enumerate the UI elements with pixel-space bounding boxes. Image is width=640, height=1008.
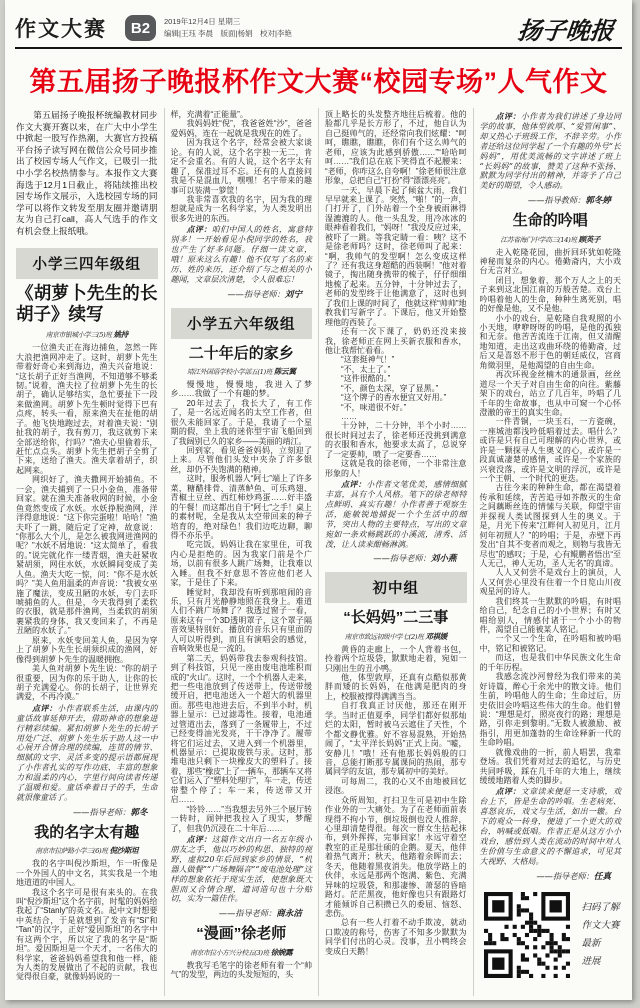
- instructor-name: 郭冬: [130, 807, 148, 818]
- article-paragraph: 因为我这个名字，经常会被大家谈论。有的人说，这个名字独一无二，肯定不会重名。有的人说，这个名字太有趣了，保准过耳不忘。还有的人直接问我是不是混血儿，嘿嘿！名字带来的趣事可以装满一箩筐！: [170, 138, 312, 195]
- article-paragraph: 我感念流沙河曾经为我们带来的美好诗篇，醉心于余光中的散文诗。他们生前，吟唱他人的生命；生命过后，历史依旧会吟唱这些伟大的生命。他们曾说：“理想是灯，照亮夜行的路；理想是路，引你走到黎明。”无数人被激励、被指引，用更加蓬勃的生命诠释新一代的生命吟唱。: [479, 672, 621, 748]
- byline-author: 徐婉露: [270, 947, 293, 957]
- editor-comment: 点评：小作者文笔优美，感情细腻丰富，具有个人风格。笔下的徐老师特点鲜明、真实有趣！小作者善于观察生活，能敏锐地捕捉一个个生活中的细节，突出人物的主要特点，写出的文章宛如一条欢畅跳跃的小溪流，清秀、活泼，让人读来酣畅淋漓。: [325, 479, 467, 549]
- article-paragraph: 十分钟，二十分钟，半个小时……很长时间过去了，徐老师还没挑到满意的衣服和香水，他要求太高了，总说穿了一定要帅，喷了一定要香……: [325, 421, 467, 459]
- article-paragraph: 慢慢地，慢慢地，我进入了梦乡……我做了一个有趣的梦。: [170, 379, 312, 399]
- instructor-name: 任真: [593, 871, 611, 882]
- instructor-credit: ——指导老师：郭冬: [72, 806, 148, 818]
- page-number-badge: B2: [125, 15, 156, 41]
- article-title: “长妈妈”二三事: [343, 609, 449, 627]
- article-paragraph: 一件青铜，一块玉石，一方瓷碗，一座城池都浅吟低唱着过去。唱什么？或许是只有自己可理解的内心世界，或许是一颗探寻人生奥义的心，或许是一段真诚凄楚的感情，或许是一个家族的兴衰没落，或许是文明的浮沉，或许是一个王朝、一个时代的更迭。: [479, 417, 621, 484]
- article-paragraph: 这就是我的徐老师，一个非常注意形象的人！: [325, 459, 467, 478]
- instructor-credit: ——指导老师：刘宁: [227, 288, 302, 300]
- article-paragraph: 黄昏的走廊上，一个人背着书包，拎着两个垃圾袋，默默地走着，宛如一只刚出生的丑小鸭。: [325, 644, 467, 673]
- instructor-credit: ——指导老师：刘小燕: [373, 553, 457, 565]
- article-paragraph: 自打我真正讨厌他，那还在刚开学。当时正值夏季，同学们都好似那灿烂的太阳，暂时被乌云遮住了天性，个个都文静优雅。好不容易混熟，开始热闹了，“太平洋长妈妈”正式上岗。“嘘，安静儿！”哦！还有他那长妈妈般的口音，总能打断那专属课间的热闹，那专属同学的友谊，那专属初中的美好。: [325, 701, 467, 777]
- article-paragraph: 一位渔夫正在海边捕鱼，忽然一阵大浪把渔网冲走了。这时，胡萝卜先生带着好奇心来到海边，渔夫兴奋地说：“这长胡子正好当渔网，不知道够不够柔韧。”说着，渔夫拉了拉胡萝卜先生的长胡子，确认足够结实，急忙要扯下一段来做渔网。胡萝卜先生顿时觉得下巴有点疼，转头一看，原来渔夫在扯他的胡子。他飞快地跑过去，对着渔夫说：“别扯我的胡子，我有剪刀，我这就剪下来全部送给你，行吗？”渔夫心里偷着乐，赶忙点点头。胡萝卜先生把胡子全剪了下来，送给了渔夫。渔夫拿着胡子，织起网来。: [16, 343, 158, 475]
- article-paragraph: 这时，服务机器人“阿七”端上了许多菜，糖醋排骨、清蒸鲈鱼、可乐鸡翅、青椒土豆丝、西红柿炒鸡蛋……好丰盛的午餐！而这都出自于“阿七”之手！桌上的素材呢，全是我从太空带回来的种子培育的，绝对绿色！我们边吃边聊，聊得不亦乐乎。: [170, 474, 312, 540]
- section-title: 作文大赛: [15, 18, 107, 41]
- main-headline: 第五届扬子晚报杯作文大赛“校园专场”人气作文: [29, 67, 608, 97]
- instructor-credit: ——指导老师：商永洁: [218, 908, 302, 920]
- article-paragraph: 一个又一个生命，在吟唱和被吟唱中，铭记和被铭记。: [479, 634, 621, 653]
- article-paragraph: 美人鱼对胡萝卜先生说：“你的胡子很重要，因为你的乐于助人，让你的长胡子充满爱心。你的长胡子，让世界充满爱，不再冷漠。”: [16, 664, 158, 702]
- byline-school: 江苏省海门中学高三(14)班: [500, 235, 577, 244]
- article-paragraph: 网织好了，渔夫撒网开始捕鱼。不一会，渔夫捕到了一只小金鱼，准备带回家。就在渔夫准备收网的时候，小金鱼竟然变成了水妖。水妖挣脱渔网，洋洋得意地说：“这下你完蛋啦！哈哈！”渔夫吓了一跳，随后定了定神，故意说：“你那么大个儿，是怎么被我网进渔网的呢？”水妖不屑地说：“这太简单了，看我的。”说完就化作一缕青烟，渔夫赶紧收紧胡须，网住水妖，水妖瞬间变成了美人鱼。渔夫大吃一惊，问：“你不是水妖吗？”美人鱼用温柔的声音说：“我被女巫施了魔法，变成丑陋的水妖，专门去吓唬捕鱼的人。但是，今天我得到了柔软的衣服，就是那件渔网，当柔软的胡须裹紧我的身体，我又变回来了，不再是丑陋的水妖了。”: [16, 475, 158, 636]
- column-1: [15, 108, 164, 996]
- article-paragraph: 睡觉时，我却没有听到那喧闹的音乐，只有月光静静地照在我身上。难道人们不跳广场舞了？我透过窗子一看，原来这有一个3D透明罩子，这个罩子隔音效果特别好。播放的音乐只有里面的人可以听得到，而且有演唱会的感觉，音响效果也是一流的。: [170, 587, 312, 654]
- banner: [15, 49, 622, 106]
- article-columns: [15, 108, 622, 996]
- instructor-name: 商永洁: [276, 909, 302, 920]
- comment-label: 点评：: [495, 786, 521, 797]
- article-title: 二十年后的家乡: [188, 344, 294, 362]
- qr-caption-line: 扫码了解: [581, 901, 620, 913]
- article-paragraph: 而这，也是我们中华民族文化生命的千年历程。: [479, 653, 621, 672]
- intro-paragraph: 第五届扬子晚报杯统编教材同步作文大赛开赛以来，在广大中小学生中掀起一股写作热潮，大赛官方投稿平台扬子读写网在微信公众号同步推出了校园专场人气作文，已吸引一批中小学名校热情参与。本报作文大赛海选于12月1日截止，将陆续推出校园专场作文展示，入选校园专场的同学可以将作文转发至朋友圈并邀请朋友为自己打call，高人气选手的作文有机会登上报纸哦。: [16, 110, 158, 236]
- article-paragraph: 走入乾隆花园，曲折回环犹如乾隆神秘而复杂的内心。倦勤斋内，大小戏台无言对立。: [479, 247, 621, 276]
- article-paragraph: “这套挺神气！”: [341, 355, 395, 365]
- article-paragraph: “不，味道很不好。”: [341, 402, 407, 412]
- article-paragraph: “这件很酷的。”: [341, 374, 391, 384]
- byline: [16, 845, 158, 856]
- article-paragraph: “不，太土了。”: [341, 364, 391, 374]
- date-line: 2019年12月4日 星期三: [164, 17, 241, 26]
- article-paragraph: 我非常喜欢我的名字，因为我的理想就是成为一名科学家，为人类发明出很多先进的东西。: [170, 194, 312, 223]
- article-paragraph: 古往今来的种种生命，都在渴望着传承和延续，苦苦追寻如芥散灭的生命之间藕断丝连的情愫与关联，仰望宇宙并探视人类试图探到人生的奥义。于是，月光下传来“江畔何人初见月，江月何年初照人？”的吟唱；于是，赤壁下再发出“自其不变者而观之，则物与我皆无尽也”的感叹；于是，心有鲲鹏者悟出“至人无己，神人无功，圣人无名”的真谛。: [479, 483, 621, 568]
- editor-comment: 点评：小作者为我们讲述了身边同学的故事，他体型敦厚、“爱管闲事”、却又热心于班级工作，不辞辛劳。小作者还给这位同学起了一个有趣的外号“长妈妈”，用优美流畅的文字讲述了班上“长妈妈”的故事，赞美了这种不张扬、默默为同学付出的精神，并寄予了自己美好的期望，令人感动。: [479, 111, 622, 191]
- byline-author: 姚持: [113, 330, 128, 340]
- section-group-heading: 小学三四年级组: [16, 248, 158, 279]
- article-title: “漫画”徐老师: [196, 925, 287, 943]
- article-paragraph: 再次环视金丝楠木的通景画，丝丝道尽一个天子对自由生命的向往。紫藤架下的戏台，站立了几百年，吟唱了几千年的生命故事，也从中可窥一个心怀澄澈的帝王的真实生命。: [479, 370, 621, 417]
- qr-code: [484, 892, 570, 978]
- instructor-name: 刘小燕: [430, 554, 457, 565]
- column-3: [318, 108, 473, 996]
- comment-label: 点评：: [495, 111, 521, 121]
- article-paragraph: 还有一次下课了，奶奶还没来接我，徐老师正在网上买新衣服和香水，他让我帮忙看看。: [325, 327, 467, 355]
- byline-school: 南京市致远初级中学七(2)班: [344, 632, 424, 641]
- newspaper-logo: 扬子晚报: [516, 15, 616, 45]
- article-paragraph: ……: [341, 412, 357, 421]
- article-paragraph: 样，充满着“正能量”。: [170, 110, 248, 119]
- instructor-name: 郭冬婷: [585, 196, 611, 207]
- masthead-meta: [164, 16, 292, 40]
- byline-school: 南京市拉小方兴分校五(3)班: [190, 948, 269, 957]
- comment-label: 点评：: [186, 833, 212, 844]
- article-paragraph: 人人又何尝不是戏台上的演员，人人又何尝心里没有住着一个日览山川夜观星河的诗人。: [479, 568, 621, 597]
- qr-caption-line: 作文大赛最新: [581, 919, 620, 949]
- article-paragraph: 我的名字叫倪沙斯坦，乍一听像是一个外国人的中文名，其实我是一个地地道道的中国人。: [16, 859, 158, 888]
- article-paragraph: “这个牌子的香水便宜又好用。”: [341, 393, 447, 403]
- byline-school: 南京市拉萨路小学三(6)班: [35, 847, 108, 856]
- section-group-heading: 小学五六年级组: [171, 308, 313, 339]
- article-paragraph: 吃完饭，妈妈让我在家里住，可我内心是拒绝的。因为我家门前是个广场，以前有很多人跳广场舞，让我难以入睡。但我不好意思不答应他们老人家，于是住了下来。: [170, 540, 312, 588]
- article-paragraph: 我妈妈姓“倪”，我爸爸姓“沙”，爸爸爱妈妈，连在一起就是我现在的姓了。: [170, 119, 312, 138]
- column-4-blocks: [480, 112, 622, 882]
- comment-label: 点评：: [32, 702, 58, 713]
- article-paragraph: 我这个名字可是很有来头的。在我叫“倪沙斯坦”这个名字前，时髦的妈妈给我起了“Stanly”的英文名。起中文时想要中英结合，于是就想到了发音有“Si”和“Tan”的汉字，正好“爱因斯坦”的名字中有这两个字，所以定了我的名字是“斯坦”。爱因斯坦是一个天才，一名伟大的科学家，爸爸妈妈希望我和他一样，能为人类的发展做出了不起的贡献，我也觉得很自豪，就像妈妈说的一: [16, 887, 158, 982]
- qr-caption-line: 进展: [581, 956, 601, 968]
- instructor-name: 刘宁: [284, 289, 302, 300]
- byline: [171, 366, 313, 377]
- instructor-credit: ——指导老师：任真: [536, 870, 611, 882]
- article-paragraph: 顶上略长的头发整齐地往后梳着。他的脸都几乎是长方形了，不过，他自认为自己挺帅气的，还经常向我们炫耀：“呵呵，瞧瞧，瞧瞧，你们有个这么帅气的老师，应该为此感到骄傲……”“哈哈呵呵……”我们总在底下笑得直不起腰来：“老师，你咋这么自夸啊！”徐老师很注意形象，总把自己“打扮”得“漂漂亮亮”。: [325, 110, 467, 186]
- section-group-heading: 初中组: [325, 572, 467, 603]
- column-2: [164, 108, 319, 996]
- article-paragraph: 原来，水妖变回美人鱼，是因为穿上了胡萝卜先生长胡须织成的渔网，好像得到胡萝卜先生的温暖拥抱。: [16, 635, 158, 664]
- newspaper-page: [5, 0, 632, 1000]
- comment-label: 点评：: [341, 479, 367, 490]
- article-paragraph: 我们终其一生默默的吟唱，有时唱给自己，纪念自己的小小世界；有时又唱给别人，情感付诸于一个小小的物件，渴望自己能被某人铭记。: [479, 596, 621, 635]
- article-paragraph: 就像戏曲的一折，前人唱罢，我辈登场。我们凭着对过去的追忆，与历史共同呼吸，踩在几千年的大地上，继续缓缓地踏着人类的脚步。: [479, 747, 621, 786]
- editor-comment: 点评：这篇作文出自一名五年级小朋友之手，他以巧妙的构思、独特的视野，虚拟20年后回到家乡的情景，“机器人做餐”“广场舞隔音”“废电池处理”这样的想象依托于现实生活，使想象既大胆而又合情合理，遣词造句也十分贴切，实为一篇佳作。: [170, 833, 313, 904]
- byline-author: 陈云翼: [273, 366, 296, 376]
- byline-author: 倪沙斯坦: [109, 846, 139, 856]
- article-paragraph: “不，颜色太深，穿了显黑。”: [341, 383, 439, 393]
- article-paragraph: “铃铃……”当我想去另外三个展厅转一转时，闹钟把我拉入了现实，梦醒了，但我仍沉浸在二十年后……: [170, 804, 312, 833]
- article-paragraph: 教我写毛笔字的徐老师有着一个“帅气”的发型，两边的头发短短的，头: [170, 960, 312, 980]
- byline: [325, 631, 467, 642]
- column-4: [473, 108, 623, 996]
- article-title: 生命的吟唱: [512, 212, 588, 230]
- article-paragraph: 小小的戏台，是乾隆自我观照的小小天地，咿咿呀呀的吟唱，是他的孤独和无奈。他苦苦流连于江南，但又清醒地知道，走出这戏曲环绕的倦勤斋，过后又是喜怒不形于色的朝廷威仪，宫商角徵羽里，是他渴望的自由生命。: [479, 313, 621, 370]
- comment-label: 点评：: [186, 224, 212, 235]
- byline: [16, 329, 158, 340]
- article-paragraph: 总有一些人打着不动手欺凌，就动口欺凌的称号，伤害了不知多少默默为同学们付出的心灵。没事，丑小鸭终会变成白天鹅！: [325, 918, 467, 956]
- article-paragraph: 一天，早晨下起了倾盆大雨，我们早早就来上课了。突然，“啪！”的一声，门打开了，门外站着一个全身被雨淋得湿漉漉的人。他一头乱发，用冷冰冰的眼神看着我们，“妈呀！”我没反应过来，被吓了一跳。等我定睛一看：咦？这不是徐老师吗？这时，徐老师叫了起来：“啊，我帅气的发型啊！怎么变成这样了？还有我这身超酷的西装啊！”他对着镜子，掏出随身携带的梳子，仔仔细细地梳了起来。五分钟，十分钟过去了，老师的发型终于让他满意了，这时也到了我们上课的时间了，他就这样“帅帅”地教我们写新字了。下课后，他又开始整理他的西装了。: [325, 185, 467, 327]
- article-paragraph: 闭目，想象着，那个万人之上的天子来到这北国江南的万般苦楚。戏台上吟唱着他人的生命，种种生离死别，唱的好像是他，又不是他。: [479, 275, 621, 314]
- editor-comment: 点评：咱们中国人的姓名，寓意特别多！一开始看见小倪同学的姓名，我也产生了好多问题。仔细一读文章，哦！原来这么有趣！他不仅写了名的来历、姓的来历，还介绍了与之相关的小趣闻，文章层次清楚，令人很难忘！: [170, 224, 313, 284]
- article-paragraph: 他，体型敦厚，还真有点酷似那黄胖而矮的长妈妈，在他满是肥肉的身上，校服被撑得满满当当。: [325, 673, 467, 701]
- byline-author: 顾英子: [578, 234, 601, 244]
- byline: [171, 947, 313, 958]
- article-paragraph: 众所周知，打扫卫生可是初中生除作业外的一大痛处。为了在老师面前表现得不拘小节，倒垃圾倒也没人推辞，心里却清楚得很。每次一群女生拈起抹布，到外挥挥，完事回家！永远守着空教室的正是那壮硕的企鹅。夏天，他伴着热气离开；秋天，他踏着余晖而去；冬天，他随着黑夜消失。他放学路上的伙伴，永远是那两个饱满、紫色、充满异味的垃圾袋，和那凄惨、萧瑟的昏暗路灯。茫茫黑夜，他好像也只有跟路灯才能倾诉自己积攒已久的委屈、恼怒、悲伤。: [325, 795, 467, 918]
- editor-comment: 点评：小作者联系生活，由课内的童话故事延伸开去，借助神奇的想象进行精彩续编。紧扣胡萝卜先生的长胡子用处广泛、胡萝卜先生乐于助人这一中心展开合情合理的续编，连贯的情节、细腻的文字、灵活多变的提示语都展现了小作者扎实的写作功底、丰富的想象力和温柔的内心，字里行间向读者传递了温暖和爱。童话牵着日子的手，生命就很像童话了。: [16, 702, 158, 802]
- byline-school: 靖江外国语学校小学部五(1)班: [186, 367, 273, 376]
- byline-school: 南京市银城小学三(5)班: [45, 331, 112, 340]
- byline: [480, 234, 622, 245]
- article-paragraph: 回到家，看见爸爸妈妈，立刻迎了上来。尽管他们头发中夹杂了许多银丝，却仍不失饱满的精神。: [170, 446, 312, 474]
- article-title: 《胡萝卜先生的长胡子》续写: [16, 282, 158, 324]
- page-header: [15, 0, 622, 49]
- staff-line: 编辑|王珏 李晨 版面|杨娟 校对|李艳: [164, 29, 292, 38]
- article-title: 我的名字太有趣: [34, 823, 140, 841]
- article-paragraph: 可每周二，我的心又不由地被回忆浸泡。: [325, 776, 467, 796]
- article-paragraph: 20年过去了，我长大了，有工作了，是一名远近闻名的太空工作者，但很久未能回家了。于是，我请了一个星期的假，坐上我的迷你型宇宙飞船回到了我阔别已久的家乡——美丽的靖江。: [170, 398, 312, 446]
- byline-author: 邓祺媛: [425, 631, 447, 641]
- editor-comment: 点评：文章读来便是一支诗歌，戏台上下，皆是生命的吟唱。生老病死、喜怒哀乐，戏文与生活，如出一辙。台下的观众一转身，便进了一个更大的戏台，呐喊或低唱。作者正是从这方小小戏台，感悟到人类在流动的时间中对人生价值与生命意义的不懈追求，可见其大视野、大格局。: [479, 786, 622, 866]
- qr-section: [484, 892, 621, 978]
- instructor-credit: ——指导教师：郭冬婷: [527, 195, 611, 207]
- qr-caption: [582, 899, 621, 971]
- article-paragraph: 第二天，妈妈带我去参观科技馆。到了科技馆，只见一座由废电池堆积而成的“火山”。这时，一个个机器人走来，把一些电池放到了传送带上，传送带缓缓开启，把电池送入一个超大的机器里面。那些电池进去后，不到半小时，机器上显示：已过滤毒性。接着，电池通过管道出去，落到了一条履带上，不过已经变得油光发亮，干干净净了。履带将它们运过去，又进入到一个机器里，机器显示：已提取废铁与汞。这时，那堆电池只剩下一块橡皮大的塑料了。接着，那些“橡皮”上了一辆车，那辆车又将它们运入了“塑料处理厅”，车一走，传送带整个停了；车一来，传送带又开启……: [170, 653, 312, 805]
